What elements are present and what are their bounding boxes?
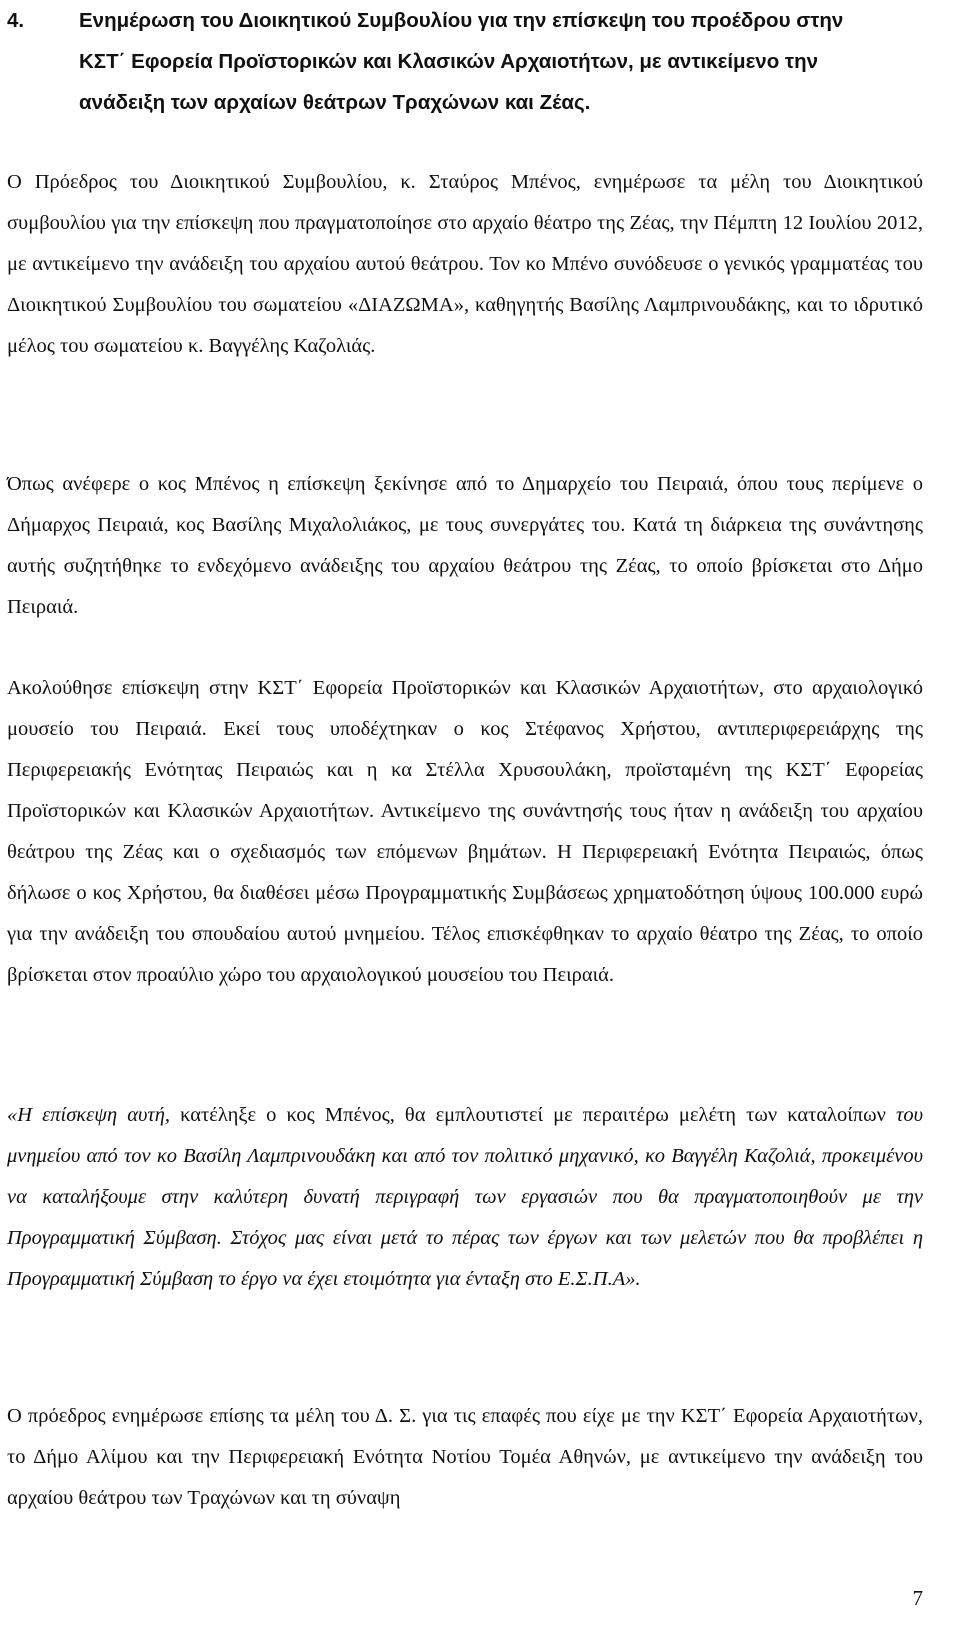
paragraph-3: Ακολούθησε επίσκεψη στην ΚΣΤ΄ Εφορεία Προϊστορικών και Κλασικών Αρχαιοτήτων, στο αρχαιολογικό μουσείο του Πειραιά. Εκεί τους υποδέχτηκαν ο κος Στέφανος Χρήστου, αντιπεριφερειάρχης της Περιφερειακής Ενότητας Πειραιώς και η κα Στέλλα Χρυσουλάκη, προϊσταμένη της ΚΣΤ΄ Εφορείας Προϊστορικών και Κλασικών Αρχαιοτήτων. Αντικείμενο της συνάντησής τους ήταν η ανάδειξη του αρχαίου θεάτρου της Ζέας και ο σχεδιασμός των επόμενων βημάτων. Η Περιφερειακή Ενότητα Πειραιώς, όπως δήλωσε ο κος Χρήστου, θα διαθέσει μέσω Προγραμματικής Συμβάσεως χρηματοδότηση ύψους 100.000 ευρώ για την ανάδειξη του σπουδαίου αυτού μνημείου. Τέλος επισκέφθηκαν το αρχαίο θέατρο της Ζέας, το οποίο βρίσκεται στον προαύλιο χώρο του αρχαιολογικού μουσείου του Πειραιά. xyxy=(7,677,923,986)
paragraph-1: Ο Πρόεδρος του Διοικητικού Συμβουλίου, κ. Σταύρος Μπένος, ενημέρωσε τα μέλη του Διοικητικού συμβουλίου για την επίσκεψη που πραγματοποίησε στο αρχαίο θέατρο της Ζέας, την Πέμπτη 12 Ιουλίου 2012, με αντικείμενο την ανάδειξη του αρχαίου αυτού θεάτρου. Τον κο Μπένο συνόδευσε ο γενικός γραμματέας του Διοικητικού Συμβουλίου του σωματείου «ΔΙΑΖΩΜΑ», καθηγητής Βασίλης Λαμπρινουδάκης, και το ιδρυτικό μέλος του σωματείου κ. Βαγγέλης Καζολιάς. xyxy=(7,171,923,357)
heading-line-1 xyxy=(7,0,923,41)
section-heading xyxy=(7,0,923,123)
heading-text-1: Ενημέρωση του Διοικητικού Συμβουλίου για την επίσκεψη του προέδρου στην xyxy=(79,9,844,32)
heading-line-3: ανάδειξη των αρχαίων θεάτρων Τραχώνων και Ζέας. xyxy=(79,91,591,114)
paragraph-5: Ο πρόεδρος ενημέρωσε επίσης τα μέλη του Δ. Σ. για τις επαφές που είχε με την ΚΣΤ΄ Εφορεία Αρχαιοτήτων, το Δήμο Αλίμου και την Περιφερειακή Ενότητα Νοτίου Τομέα Αθηνών, με αντικείμενο την ανάδειξη του αρχαίου θεάτρου των Τραχώνων και τη σύναψη xyxy=(7,1405,923,1509)
quote-attribution: κατέληξε ο κος Μπένος, θα εμπλουτιστεί με περαιτέρω μελέτη των καταλοίπων xyxy=(170,1104,896,1126)
quote-closing: Στόχος μας είναι μετά το πέρας των έργων και των μελετών που θα προβλέπει η Προγραμματική Σύμβαση το έργο να έχει ετοιμότητα για ένταξη στο Ε.Σ.Π.Α». xyxy=(7,1227,924,1290)
heading-line-2: ΚΣΤ΄ Εφορεία Προϊστορικών και Κλασικών Αρχαιοτήτων, με αντικείμενο την xyxy=(79,50,819,73)
quote-opening: «Η επίσκεψη αυτή, xyxy=(7,1104,171,1126)
section-number: 4. xyxy=(7,9,25,32)
page-number: 7 xyxy=(912,1586,923,1610)
paragraph-4-quote xyxy=(7,1095,923,1300)
paragraph-2: Όπως ανέφερε ο κος Μπένος η επίσκεψη ξεκίνησε από το Δημαρχείο του Πειραιά, όπου τους περίμενε ο Δήμαρχος Πειραιά, κος Βασίλης Μιχαλολιάκος, με τους συνεργάτες του. Κατά τη διάρκεια της συνάντησης αυτής συζητήθηκε το ενδεχόμενο ανάδειξης του αρχαίου θεάτρου της Ζέας, το οποίο βρίσκεται στο Δήμο Πειραιά. xyxy=(7,473,923,618)
quote-body: του μνημείου από τον κο Βασίλη Λαμπρινουδάκη και από τον πολιτικό μηχανικό, κο Βαγγέλη Καζολιά, προκειμένου να καταλήξουμε στην καλύτερη δυνατή περιγραφή των εργασιών που θα πραγματοποιηθούν με την Προγραμματική Σύμβαση. xyxy=(7,1104,923,1249)
